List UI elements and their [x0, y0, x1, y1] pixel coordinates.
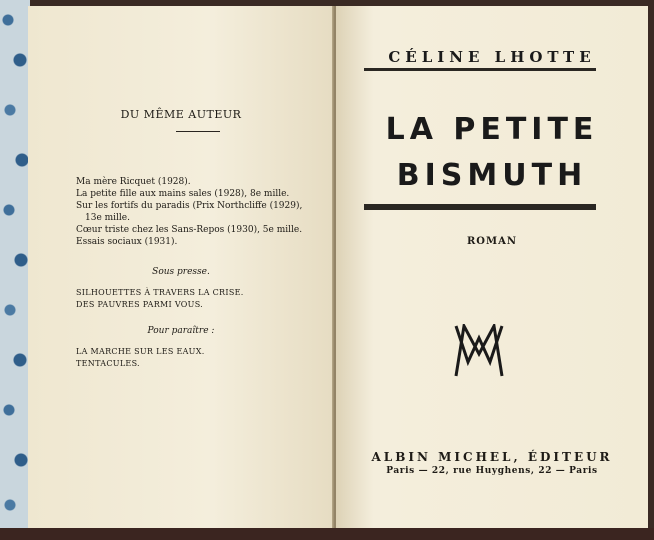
publisher-address: Paris — 22, rue Huyghens, 22 — Paris [386, 466, 598, 476]
am-monogram-icon [454, 324, 504, 378]
pour-paraitre-list [76, 346, 321, 370]
author-name: CÉLINE LHOTTE [388, 48, 596, 66]
work-item: Ma mère Ricquet (1928). [76, 177, 191, 187]
genre-label: ROMAN [467, 236, 517, 247]
pour-paraitre-heading: Pour paraître : [147, 326, 215, 336]
work-item: Cœur triste chez les Sans-Repos (1930), 5e mille. [76, 225, 303, 235]
du-meme-auteur-heading: DU MÊME AUTEUR [120, 108, 242, 121]
left-page [28, 6, 334, 528]
works-list [76, 176, 321, 248]
title-rule [364, 204, 596, 210]
author-rule [364, 68, 596, 71]
list-item: LA MARCHE SUR LES EAUX. [76, 347, 205, 356]
work-item: Essais sociaux (1931). [76, 237, 178, 247]
list-item: SILHOUETTES À TRAVERS LA CRISE. [76, 288, 244, 297]
right-page [336, 6, 648, 528]
sous-presse-list [76, 287, 321, 311]
work-item: Sur les fortifs du paradis (Prix Northcliffe (1929), [76, 201, 303, 211]
publisher-name: ALBIN MICHEL, ÉDITEUR [371, 450, 613, 464]
book-bottom-edge [0, 528, 654, 540]
book-title-line-1: LA PETITE [385, 112, 599, 147]
work-item: La petite fille aux mains sales (1928), 8e mille. [76, 189, 290, 199]
heading-rule [176, 131, 220, 132]
list-item: TENTACULES. [76, 359, 140, 368]
sous-presse-heading: Sous presse. [152, 267, 210, 277]
marbled-endpaper [0, 0, 30, 540]
book-title-line-2: BISMUTH [396, 158, 588, 193]
list-item: DES PAUVRES PARMI VOUS. [76, 300, 204, 309]
work-item: 13e mille. [85, 213, 130, 223]
